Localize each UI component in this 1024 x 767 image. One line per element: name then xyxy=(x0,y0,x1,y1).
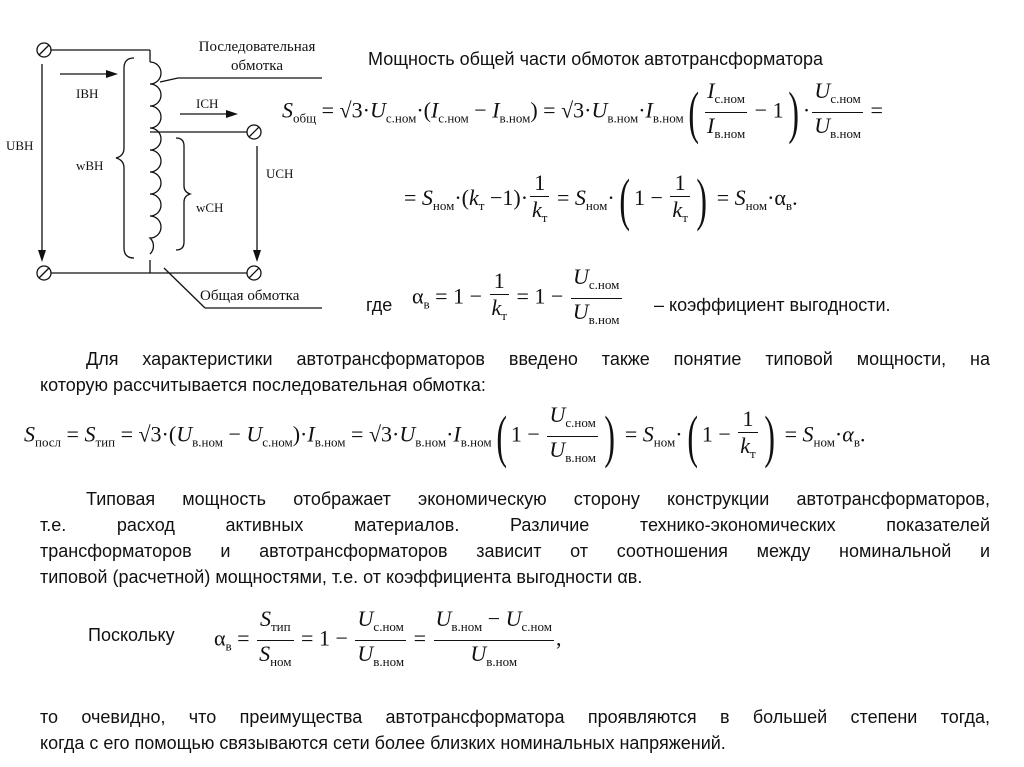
para2-line-2: т.е. расход активных материалов. Различие технико-экономических показателей xyxy=(40,515,990,535)
eq1-ivnom: в.ном xyxy=(499,110,531,126)
equation-s-common-cont: = $S_{ном}\cdot(k_т -1)\cdot$ $\frac{1}{k_т}$ = $S_{ном}\cdot$( 1 − $\frac{1}{k_т}$ ) = $S_{ном}\cdot\alpha_в$. xyxy=(404,167,798,232)
para2-line-3: трансформаторов и автотрансформаторов зависит от соотношения между номинальной и xyxy=(40,541,990,561)
eq1-snom: ном xyxy=(432,198,455,214)
para2-line-1: Типовая мощность отображает экономическую сторону конструкции автотрансформаторов, xyxy=(86,489,990,509)
eq1-s-sub: общ xyxy=(293,110,317,126)
series-winding-label: Последовательная обмотка xyxy=(198,39,316,74)
para3-line-2: когда с его помощью связываются сети более близких номинальных напряжений. xyxy=(40,733,726,753)
alpha-symbol: α xyxy=(412,283,424,309)
eq1-kt: т xyxy=(478,198,485,214)
where-suffix: – коэффициент выгодности. xyxy=(654,295,891,315)
w-hv-label: wВН xyxy=(76,158,104,173)
equation-alpha-ratio: $\alpha_в$ = $\frac{S_{тип}}{S_{ном}}$ = 1 − $\frac{U_{с.ном}}{U_{в.ном}}$ = $\frac{U_{в.ном} - U_{с.ном}}{U_{в.ном}}$ , xyxy=(214,606,562,675)
paragraph-typical-power-meaning xyxy=(40,486,990,590)
common-winding-label: Общая обмотка xyxy=(200,288,300,304)
w-mv-label: wСН xyxy=(196,200,224,215)
para3-line-1: то очевидно, что преимущества автотрансформатора проявляются в большей степени тогда, xyxy=(40,707,990,727)
autotransformer-diagram xyxy=(0,30,340,320)
eq2-stip: тип xyxy=(95,434,116,450)
eq1-alpha-sub: в xyxy=(785,198,793,214)
eq2-t: т xyxy=(750,446,756,461)
eq1-icnom: с.ном xyxy=(438,110,469,126)
section-heading: Мощность общей части обмоток автотрансформатора xyxy=(368,49,824,69)
u-mv-label: UСН xyxy=(266,166,294,181)
u-hv-label: UВН xyxy=(6,138,34,153)
eq1-s: S xyxy=(282,97,293,123)
para1-line-1: Для характеристики автотрансформаторов введено также понятие типовой мощности, на xyxy=(86,349,990,369)
i-hv-label: IВН xyxy=(76,86,99,101)
i-mv-label: IСН xyxy=(196,96,219,111)
para2-line-4: типовой (расчетной) мощностями, т.е. от коэффициента выгодности αв. xyxy=(40,567,643,587)
eq2-nom: ном xyxy=(653,434,676,450)
equation-alpha: $\alpha_в = 1$ − $\frac{1}{k_т}$ = 1 − $\frac{U_{с.ном}}{U_{в.ном}}$ xyxy=(412,264,624,333)
eq2-sposl: посл xyxy=(35,434,62,450)
equation-s-common: $S_{общ} = √3\cdot U_{с.ном}\cdot(I_{с.ном} - I_{в.ном}) = √3\cdot U_{в.ном}\cdot I_{в.ном}$( $\frac{I_{с.ном}}{I_{в.ном}}$ − 1) · $\frac{U_{с.ном}}{U_{в.ном}}$ = xyxy=(282,78,883,147)
paragraph-conclusion xyxy=(40,704,990,756)
eq2-v: в xyxy=(853,434,860,450)
alpha-sub: в xyxy=(423,296,430,312)
eq2-vnom: в.ном xyxy=(192,434,223,450)
paragraph-typical-power xyxy=(40,346,990,398)
since-label: Поскольку xyxy=(88,625,175,645)
eq1-uvnom: в.ном xyxy=(607,110,639,126)
eq1-ucnom: с.ном xyxy=(385,110,417,126)
eq1-sqrt: √3 xyxy=(339,97,363,123)
para1-line-2: которую рассчитывается последовательная обмотка: xyxy=(40,375,486,395)
where-label: где xyxy=(366,295,393,315)
eq2-snom: с.ном xyxy=(262,434,293,450)
equation-s-series: $S_{посл} = S_{тип} = √3\cdot(U_{в.ном} - U_{с.ном})\cdot I_{в.ном} = √3\cdot U_{в.ном}\cdot I_{в.ном}$( 1 − $\frac{U_{с.ном}}{U_{в.ном}}$ ) = $S_{ном}\cdot$( 1 − $\frac{1}{k_т}$ ) = $S_{ном}\cdot\alpha_в$. xyxy=(24,402,865,471)
